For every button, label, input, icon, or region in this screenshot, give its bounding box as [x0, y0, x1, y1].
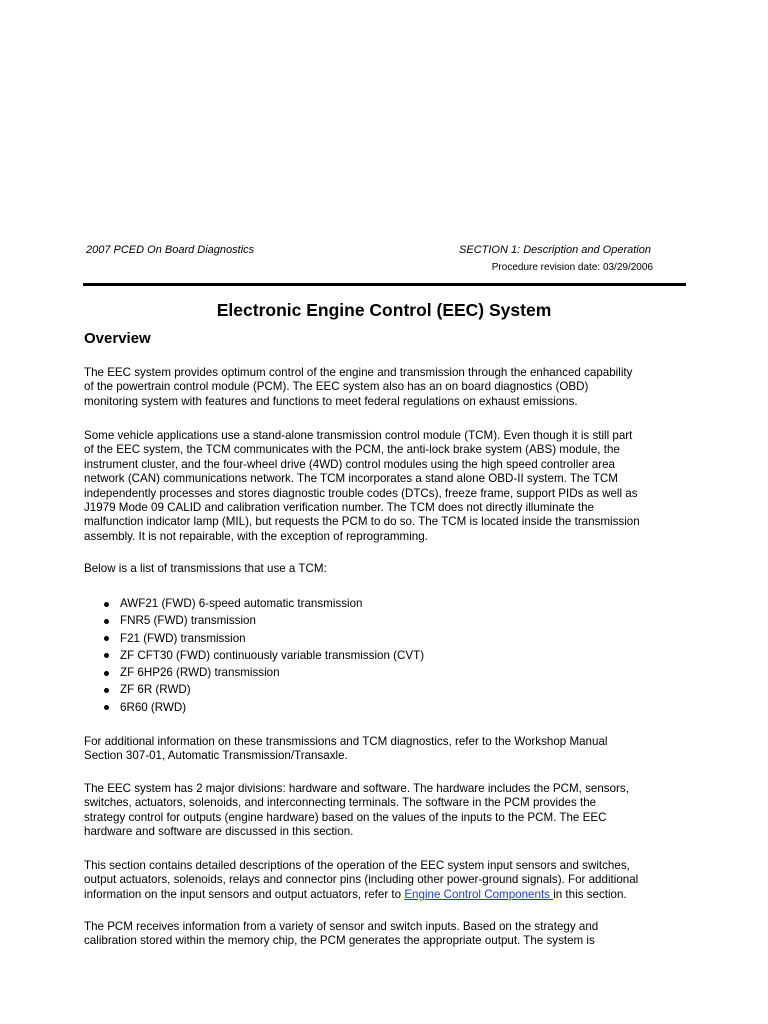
- paragraph-tcm: [84, 429, 694, 544]
- text-line: calibration stored within the memory chip, the PCM generates the appropriate output. The system is: [84, 934, 595, 948]
- list-item-text: FNR5 (FWD) transmission: [120, 614, 256, 628]
- list-item-text: ZF 6HP26 (RWD) transmission: [120, 666, 280, 680]
- text-line: monitoring system with features and functions to meet federal regulations on exhaust emissions.: [84, 394, 578, 408]
- text-line: Section 307-01, Automatic Transmission/Transaxle.: [84, 749, 348, 763]
- text-line: Some vehicle applications use a stand-alone transmission control module (TCM). Even though it is still part: [84, 429, 633, 442]
- text-segment: information on the input sensors and output actuators, refer to: [84, 887, 405, 901]
- text-line: switches, actuators, solenoids, and interconnecting terminals. The software in the PCM provides the: [84, 796, 597, 810]
- text-line: The EEC system provides optimum control of the engine and transmission through the enhanced capability: [84, 366, 633, 379]
- bullet-icon: [104, 636, 109, 641]
- paragraph-workshop-ref: [84, 735, 694, 764]
- text-line: instrument cluster, and the four-wheel drive (4WD) control modules using the high speed controller area: [84, 457, 616, 471]
- page-title: Electronic Engine Control (EEC) System: [216, 300, 552, 320]
- list-item: [104, 666, 424, 683]
- text-line: Below is a list of transmissions that use a TCM:: [84, 562, 327, 575]
- bullet-icon: [104, 671, 109, 676]
- text-line: This section contains detailed descriptions of the operation of the EEC system input sensors and switches,: [84, 859, 630, 872]
- list-item: [104, 683, 424, 700]
- text-line: network (CAN) communications network. The TCM incorporates a stand alone OBD-II system. The TCM: [84, 472, 618, 486]
- list-item: [104, 597, 424, 614]
- text-line: hardware and software are discussed in this section.: [84, 825, 354, 839]
- list-item: [104, 701, 424, 718]
- header-revision-date: Procedure revision date: 03/29/2006: [491, 262, 653, 273]
- list-item-text: AWF21 (FWD) 6-speed automatic transmission: [120, 597, 363, 610]
- bullet-icon: [104, 688, 109, 693]
- bullet-icon: [104, 653, 109, 658]
- text-line: The EEC system has 2 major divisions: hardware and software. The hardware includes the PCM, sensors,: [84, 782, 629, 795]
- text-line: [84, 888, 694, 902]
- bullet-icon: [104, 705, 109, 710]
- text-line: The PCM receives information from a variety of sensor and switch inputs. Based on the strategy and: [84, 920, 599, 933]
- text-line: J1979 Mode 09 CALID and calibration verification number. The TCM does not directly illuminate the: [84, 501, 594, 515]
- list-item-text: ZF 6R (RWD): [120, 683, 191, 697]
- text-line: strategy control for outputs (engine hardware) based on the values of the inputs to the PCM. The EEC: [84, 810, 607, 824]
- list-item-text: ZF CFT30 (FWD) continuously variable transmission (CVT): [120, 648, 425, 662]
- bullet-icon: [104, 619, 109, 624]
- paragraph-section-contents: [84, 859, 694, 902]
- header-section: SECTION 1: Description and Operation: [459, 244, 651, 256]
- text-line: malfunction indicator lamp (MIL), but requests the PCM to do so. The TCM is located inside the transmission: [84, 515, 640, 529]
- paragraph-list-intro: [84, 562, 694, 576]
- list-item-text: F21 (FWD) transmission: [120, 631, 246, 645]
- header-publication: 2007 PCED On Board Diagnostics: [86, 244, 255, 256]
- paragraph-divisions: [84, 782, 694, 840]
- paragraph-intro: [84, 366, 694, 409]
- list-item: [104, 632, 424, 649]
- header-rule: [83, 283, 686, 286]
- bullet-icon: [104, 602, 109, 607]
- transmission-list: [104, 597, 424, 718]
- paragraph-pcm: [84, 920, 694, 949]
- list-item-text: 6R60 (RWD): [120, 700, 187, 714]
- text-segment: in this section.: [553, 887, 627, 901]
- overview-heading: Overview: [84, 330, 151, 347]
- text-line: For additional information on these transmissions and TCM diagnostics, refer to the Workshop Manual: [84, 735, 608, 748]
- text-line: output actuators, solenoids, relays and connector pins (including other power-ground signals). For additional: [84, 873, 639, 887]
- engine-control-components-link[interactable]: Engine Control Components: [404, 887, 554, 901]
- list-item: [104, 614, 424, 631]
- list-item: [104, 649, 424, 666]
- text-line: of the EEC system, the TCM communicates with the PCM, the anti-lock brake system (ABS) module, the: [84, 443, 620, 457]
- text-line: independently processes and stores diagnostic trouble codes (DTCs), freeze frame, support PIDs as well as: [84, 486, 638, 500]
- text-line: of the powertrain control module (PCM). The EEC system also has an on board diagnostics (OBD): [84, 380, 589, 394]
- text-line: assembly. It is not repairable, with the exception of reprogramming.: [84, 529, 428, 543]
